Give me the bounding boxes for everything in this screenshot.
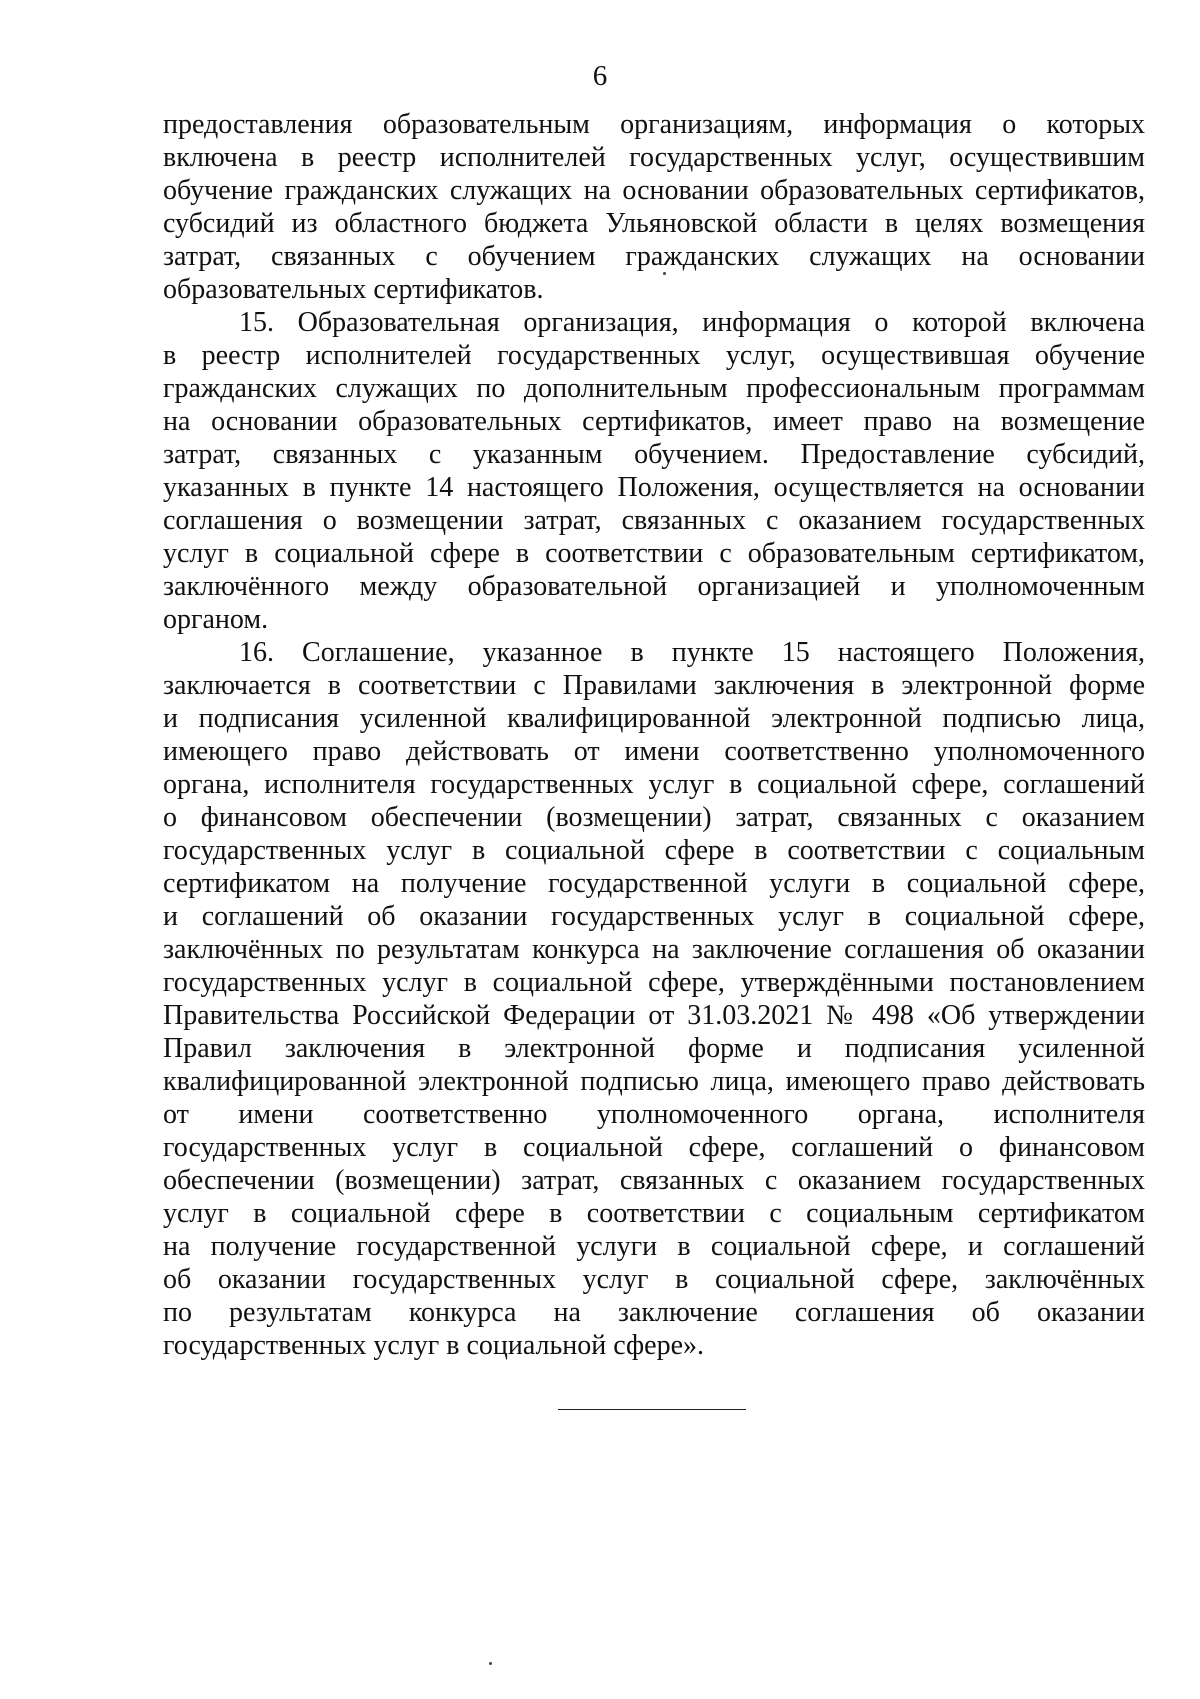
text-line: образовательных сертификатов. — [163, 274, 544, 305]
text-line: о финансовом обеспечении (возмещении) затрат, связанных с оказанием — [163, 802, 1145, 833]
text-line: и соглашений об оказании государственных услуг в социальной сфере, — [163, 901, 1145, 932]
text-line: услуг в социальной сфере в соответствии с образовательным сертификатом, — [163, 538, 1145, 569]
text-line: обучение гражданских служащих на основании образовательных сертификатов, — [163, 175, 1145, 206]
document-body — [163, 108, 1145, 1362]
text-line: услуг в социальной сфере в соответствии с социальным сертификатом — [163, 1198, 1145, 1229]
scan-speck — [489, 1662, 492, 1665]
text-line: субсидий из областного бюджета Ульяновской области в целях возмещения — [163, 208, 1145, 239]
text-line: на получение государственной услуги в социальной сфере, и соглашений — [163, 1231, 1145, 1262]
text-line: гражданских служащих по дополнительным профессиональным программам — [163, 373, 1145, 404]
text-line: Правительства Российской Федерации от 31.03.2021 № 498 «Об утверждении — [163, 1000, 1145, 1031]
end-separator-line — [558, 1409, 746, 1410]
text-line: государственных услуг в социальной сфере в соответствии с социальным — [163, 835, 1145, 866]
text-line: соглашения о возмещении затрат, связанных с оказанием государственных — [163, 505, 1145, 536]
text-line: и подписания усиленной квалифицированной электронной подписью лица, — [163, 703, 1145, 734]
text-line: 16. Соглашение, указанное в пункте 15 настоящего Положения, — [239, 637, 1145, 668]
text-line: имеющего право действовать от имени соответственно уполномоченного — [163, 736, 1145, 767]
text-line: 15. Образовательная организация, информация о которой включена — [239, 307, 1145, 338]
text-line: предоставления образовательным организациям, информация о которых — [163, 109, 1145, 140]
text-line: об оказании государственных услуг в социальной сфере, заключённых — [163, 1264, 1145, 1295]
text-line: включена в реестр исполнителей государственных услуг, осуществившим — [163, 142, 1145, 173]
text-line: квалифицированной электронной подписью лица, имеющего право действовать — [163, 1066, 1145, 1097]
text-line: органом. — [163, 604, 269, 635]
text-line: затрат, связанных с обучением гражданских служащих на основании — [163, 241, 1145, 272]
text-line: по результатам конкурса на заключение соглашения об оказании — [163, 1297, 1145, 1328]
text-line: сертификатом на получение государственной услуги в социальной сфере, — [163, 868, 1145, 899]
text-line: государственных услуг в социальной сфере, утверждёнными постановлением — [163, 967, 1145, 998]
text-line: в реестр исполнителей государственных услуг, осуществившая обучение — [163, 340, 1145, 371]
text-line: от имени соответственно уполномоченного органа, исполнителя — [163, 1099, 1145, 1130]
text-line: на основании образовательных сертификатов, имеет право на возмещение — [163, 406, 1145, 437]
text-line: Правил заключения в электронной форме и подписания усиленной — [163, 1033, 1145, 1064]
text-line: заключённого между образовательной организацией и уполномоченным — [163, 571, 1145, 602]
page-number: 6 — [592, 60, 608, 92]
text-line: обеспечении (возмещении) затрат, связанных с оказанием государственных — [163, 1165, 1145, 1196]
text-line: заключённых по результатам конкурса на заключение соглашения об оказании — [163, 934, 1145, 965]
text-line: затрат, связанных с указанным обучением. Предоставление субсидий, — [163, 439, 1145, 470]
text-line: органа, исполнителя государственных услуг в социальной сфере, соглашений — [163, 769, 1145, 800]
text-line: заключается в соответствии с Правилами заключения в электронной форме — [163, 670, 1145, 701]
scan-speck — [663, 272, 666, 275]
text-line: государственных услуг в социальной сфере, соглашений о финансовом — [163, 1132, 1145, 1163]
text-line: указанных в пункте 14 настоящего Положения, осуществляется на основании — [163, 472, 1145, 503]
text-line: государственных услуг в социальной сфере». — [163, 1330, 705, 1361]
